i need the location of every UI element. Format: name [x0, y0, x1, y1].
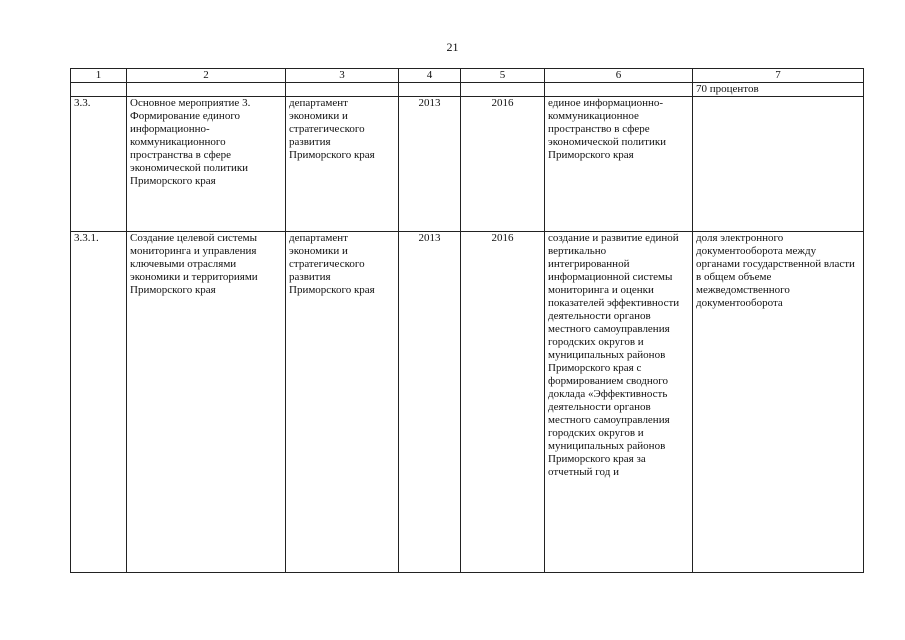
- indicator: [693, 97, 864, 232]
- header-col-7: 7: [693, 69, 864, 83]
- table-cell: [399, 83, 461, 97]
- header-col-2: 2: [127, 69, 286, 83]
- continuation-indicator: 70 процентов: [693, 83, 864, 97]
- row-number: 3.3.: [71, 97, 127, 232]
- expected-result: единое информационно-коммуникационное пространство в сфере экономической политики Приморского края: [545, 97, 693, 232]
- activity-name: Создание целевой системы мониторинга и управления ключевыми отраслями экономики и территориями Приморского края: [127, 232, 286, 573]
- header-col-5: 5: [461, 69, 545, 83]
- table-cell: [71, 83, 127, 97]
- table-cell: [286, 83, 399, 97]
- indicator: доля электронного документооборота между органами государственной власти в общем объеме межведомственного документооборота: [693, 232, 864, 573]
- header-col-1: 1: [71, 69, 127, 83]
- header-col-3: 3: [286, 69, 399, 83]
- activity-name: Основное мероприятие 3. Формирование единого информационно-коммуникационного пространства в сфере экономической политики Приморского края: [127, 97, 286, 232]
- start-year: 2013: [399, 232, 461, 573]
- page-number: 21: [446, 40, 459, 54]
- table-row-continuation: [71, 83, 864, 97]
- table-row: [71, 97, 864, 232]
- program-table: [70, 68, 864, 573]
- table-cell: [461, 83, 545, 97]
- end-year: 2016: [461, 232, 545, 573]
- table-cell: [545, 83, 693, 97]
- executor: департамент экономики и стратегического развития Приморского края: [286, 97, 399, 232]
- header-col-6: 6: [545, 69, 693, 83]
- header-col-4: 4: [399, 69, 461, 83]
- table-row: [71, 232, 864, 573]
- table-header-row: [71, 69, 864, 83]
- table-cell: [127, 83, 286, 97]
- row-number: 3.3.1.: [71, 232, 127, 573]
- end-year: 2016: [461, 97, 545, 232]
- expected-result: создание и развитие единой вертикально интегрированной информационной системы мониторинга и оценки показателей эффективности деятельности органов местного самоуправления городских округов и муниципальных районов Приморского края с формированием сводного доклада «Эффективность деятельности органов местного самоуправления городских округов и муниципальных районов Приморского края за отчетный год и: [545, 232, 693, 573]
- start-year: 2013: [399, 97, 461, 232]
- executor: департамент экономики и стратегического развития Приморского края: [286, 232, 399, 573]
